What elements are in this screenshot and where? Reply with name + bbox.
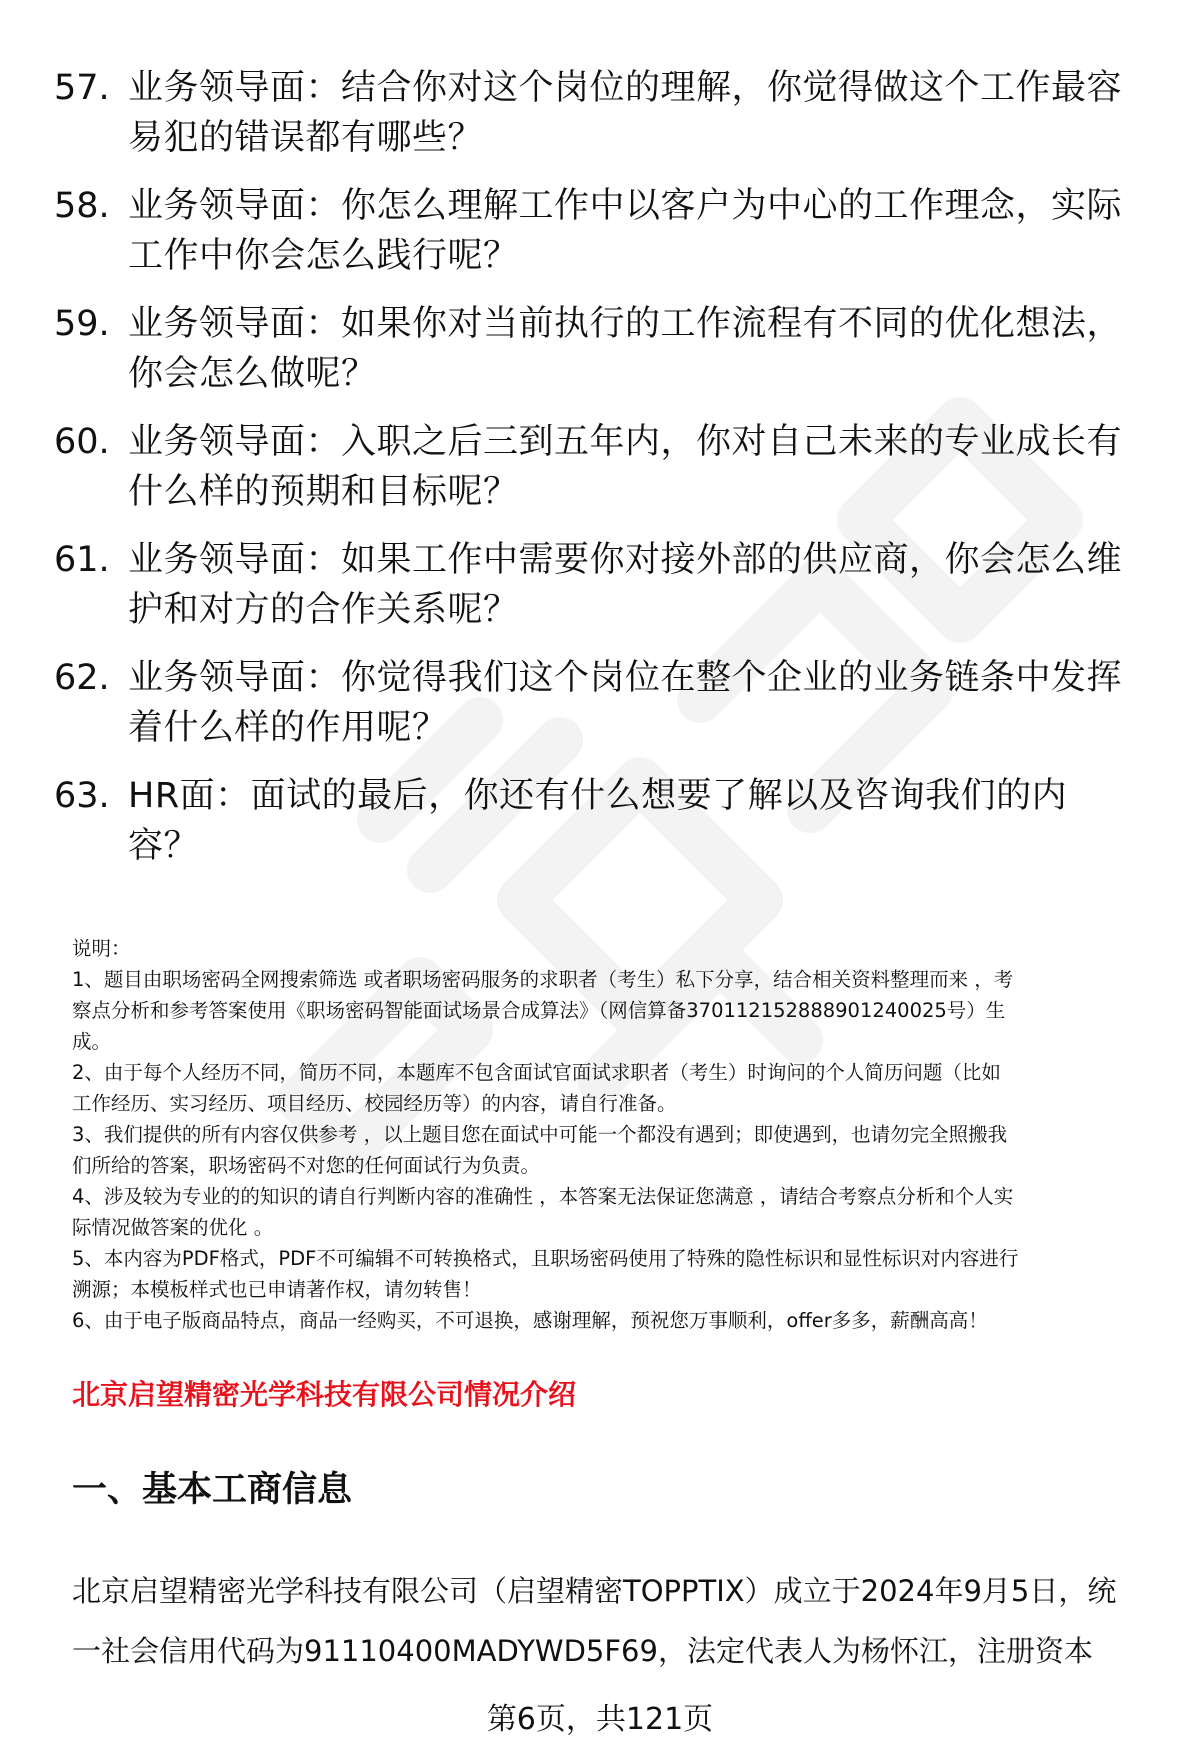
company-info-paragraph: 北京启望精密光学科技有限公司（启望精密TOPPTIX）成立于2024年9月5日，统 一社会信用代码为91110400MADYWD5F69，法定代表人为杨怀江，注册资本	[72, 1574, 1117, 1668]
question-number: 58.	[54, 186, 110, 226]
note-line: 成。	[72, 1030, 112, 1053]
page-footer: 第6页，共121页	[486, 1702, 714, 1737]
notes-heading: 说明：	[72, 937, 131, 960]
note-line: 2、由于每个人经历不同，简历不同，本题库不包含面试官面试求职者（考生）时询问的个人简历问题（比如	[72, 1061, 1001, 1084]
note-line: 溯源；本模板样式也已申请著作权，请勿转售！	[72, 1278, 482, 1301]
question-text: 业务领导面：你觉得我们这个岗位在整个企业的业务链条中发挥 着什么样的作用呢？	[128, 658, 1123, 748]
note-line: 1、题目由职场密码全网搜索筛选 或者职场密码服务的求职者（考生）私下分享，结合相关资料整理而来 ，考	[72, 968, 1014, 991]
note-line: 3、我们提供的所有内容仅供参考 ，以上题目您在面试中可能一个都没有遇到；即使遇到，也请勿完全照搬我	[72, 1123, 1008, 1146]
question-text: 业务领导面：你怎么理解工作中以客户为中心的工作理念，实际 工作中你会怎么践行呢？	[128, 186, 1123, 276]
section-title: 一、基本工商信息	[72, 1470, 353, 1510]
note-line: 们所给的答案，职场密码不对您的任何面试行为负责。	[72, 1154, 541, 1177]
question-number: 61.	[54, 540, 110, 580]
company-title: 北京启望精密光学科技有限公司情况介绍	[72, 1378, 577, 1411]
question-text: HR面：面试的最后，你还有什么想要了解以及咨询我们的内容？	[128, 776, 1068, 866]
note-line: 6、由于电子版商品特点，商品一经购买，不可退换，感谢理解，预祝您万事顺利，offer多多，薪酬高高！	[72, 1309, 988, 1332]
question-number: 57.	[54, 68, 110, 108]
disclaimer-notes	[72, 933, 1162, 1336]
question-text: 业务领导面：结合你对这个岗位的理解，你觉得做这个工作最容 易犯的错误都有哪些？	[128, 68, 1123, 158]
question-number: 59.	[54, 304, 110, 344]
question-number: 60.	[54, 422, 110, 462]
question-text: 业务领导面：如果工作中需要你对接外部的供应商，你会怎么维 护和对方的合作关系呢？	[128, 540, 1123, 630]
question-number: 63.	[54, 776, 110, 816]
question-number: 62.	[54, 658, 110, 698]
note-line: 察点分析和参考答案使用《职场密码智能面试场景合成算法》（网信算备370112152888901240025号）生	[72, 999, 1006, 1022]
note-line: 际情况做答案的优化 。	[72, 1216, 274, 1239]
note-line: 4、涉及较为专业的的知识的请自行判断内容的准确性 ，本答案无法保证您满意 ，请结合考察点分析和个人实	[72, 1185, 1014, 1208]
note-line: 5、本内容为PDF格式，PDF不可编辑不可转换格式，且职场密码使用了特殊的隐性标识和显性标识对内容进行	[72, 1247, 1019, 1270]
question-text: 业务领导面：入职之后三到五年内，你对自己未来的专业成长有 什么样的预期和目标呢？	[128, 422, 1123, 512]
note-line: 工作经历、实习经历、项目经历、校园经历等）的内容，请自行准备。	[72, 1092, 677, 1115]
question-text: 业务领导面：如果你对当前执行的工作流程有不同的优化想法， 你会怎么做呢？	[128, 304, 1123, 394]
